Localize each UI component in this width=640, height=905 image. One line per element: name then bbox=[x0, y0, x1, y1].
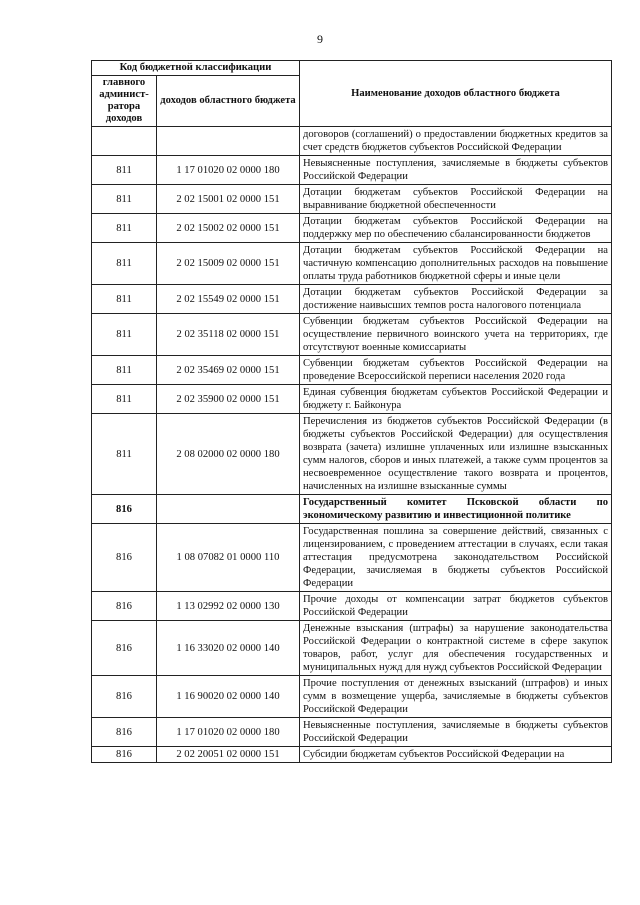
row-budget-code: 2 02 15549 02 0000 151 bbox=[157, 285, 300, 314]
row-name: Государственная пошлина за совершение действий, связанных с лицензированием, с проведением аттестации в случаях, если такая аттестация предусмотрена законодательством Российской Федерации, зачисляемая в бюджеты субъектов Российской Федерации bbox=[300, 524, 612, 592]
header-group-title: Код бюджетной классификации bbox=[92, 61, 300, 76]
row-budget-code: 2 02 35900 02 0000 151 bbox=[157, 385, 300, 414]
row-name: договоров (соглашений) о предоставлении бюджетных кредитов за счет средств бюджетов субъектов Российской Федерации bbox=[300, 127, 612, 156]
row-admin-code: 811 bbox=[92, 356, 157, 385]
row-budget-code: 2 02 15002 02 0000 151 bbox=[157, 214, 300, 243]
table-row bbox=[92, 747, 612, 763]
table-row bbox=[92, 243, 612, 285]
row-admin-code bbox=[92, 127, 157, 156]
table-row bbox=[92, 495, 612, 524]
row-name: Субвенции бюджетам субъектов Российской Федерации на осуществление первичного воинского учета на территориях, где отсутствуют военные комиссариаты bbox=[300, 314, 612, 356]
row-budget-code: 1 13 02992 02 0000 130 bbox=[157, 592, 300, 621]
row-budget-code: 2 02 15001 02 0000 151 bbox=[157, 185, 300, 214]
table-row bbox=[92, 314, 612, 356]
row-name: Прочие доходы от компенсации затрат бюджетов субъектов Российской Федерации bbox=[300, 592, 612, 621]
row-budget-code bbox=[157, 495, 300, 524]
page-number: 9 bbox=[317, 32, 323, 46]
row-name: Невыясненные поступления, зачисляемые в бюджеты субъектов Российской Федерации bbox=[300, 718, 612, 747]
row-name: Государственный комитет Псковской области по экономическому развитию и инвестиционной политике bbox=[300, 495, 612, 524]
row-admin-code: 816 bbox=[92, 621, 157, 676]
table-row bbox=[92, 156, 612, 185]
table-row bbox=[92, 718, 612, 747]
row-admin-code: 816 bbox=[92, 495, 157, 524]
row-admin-code: 811 bbox=[92, 185, 157, 214]
row-name: Дотации бюджетам субъектов Российской Федерации на поддержку мер по обеспечению сбалансированности бюджетов bbox=[300, 214, 612, 243]
table-row bbox=[92, 127, 612, 156]
table-row bbox=[92, 185, 612, 214]
row-budget-code bbox=[157, 127, 300, 156]
table-row bbox=[92, 214, 612, 243]
row-name: Дотации бюджетам субъектов Российской Федерации за достижение наивысших темпов роста налогового потенциала bbox=[300, 285, 612, 314]
budget-classification-table bbox=[91, 60, 612, 763]
row-name: Дотации бюджетам субъектов Российской Федерации на выравнивание бюджетной обеспеченности bbox=[300, 185, 612, 214]
header-admin-column: главного админист-ратора доходов bbox=[92, 76, 157, 127]
row-admin-code: 811 bbox=[92, 243, 157, 285]
row-name: Невыясненные поступления, зачисляемые в бюджеты субъектов Российской Федерации bbox=[300, 156, 612, 185]
row-budget-code: 1 17 01020 02 0000 180 bbox=[157, 718, 300, 747]
row-budget-code: 1 17 01020 02 0000 180 bbox=[157, 156, 300, 185]
table-row bbox=[92, 285, 612, 314]
table-row bbox=[92, 356, 612, 385]
row-admin-code: 811 bbox=[92, 414, 157, 495]
row-name: Субвенции бюджетам субъектов Российской Федерации на проведение Всероссийской переписи населения 2020 года bbox=[300, 356, 612, 385]
header-code-column: доходов областного бюджета bbox=[157, 76, 300, 127]
table-row bbox=[92, 676, 612, 718]
row-budget-code: 1 16 90020 02 0000 140 bbox=[157, 676, 300, 718]
row-admin-code: 811 bbox=[92, 385, 157, 414]
table-row bbox=[92, 524, 612, 592]
row-admin-code: 811 bbox=[92, 214, 157, 243]
row-admin-code: 811 bbox=[92, 314, 157, 356]
row-admin-code: 816 bbox=[92, 718, 157, 747]
table-row bbox=[92, 385, 612, 414]
row-name: Перечисления из бюджетов субъектов Российской Федерации (в бюджеты субъектов Российской Федерации) для осуществления возврата (зачета) излишне уплаченных или излишне взысканных сумм налогов, сборов и иных платежей, а также сумм процентов за несвоевременное осуществление такого возврата и процентов, начисленных на излишне взысканные суммы bbox=[300, 414, 612, 495]
row-admin-code: 816 bbox=[92, 676, 157, 718]
row-name: Единая субвенция бюджетам субъектов Российской Федерации и бюджету г. Байконура bbox=[300, 385, 612, 414]
row-budget-code: 2 02 15009 02 0000 151 bbox=[157, 243, 300, 285]
table-row bbox=[92, 621, 612, 676]
row-admin-code: 811 bbox=[92, 156, 157, 185]
row-budget-code: 2 02 20051 02 0000 151 bbox=[157, 747, 300, 763]
row-budget-code: 2 02 35118 02 0000 151 bbox=[157, 314, 300, 356]
row-name: Прочие поступления от денежных взысканий (штрафов) и иных сумм в возмещение ущерба, зачисляемые в бюджеты субъектов Российской Федерации bbox=[300, 676, 612, 718]
row-admin-code: 816 bbox=[92, 592, 157, 621]
header-name-column: Наименование доходов областного бюджета bbox=[300, 61, 612, 127]
row-name: Дотации бюджетам субъектов Российской Федерации на частичную компенсацию дополнительных расходов на повышение оплаты труда работников бюджетной сферы и иные цели bbox=[300, 243, 612, 285]
row-admin-code: 816 bbox=[92, 524, 157, 592]
table-row bbox=[92, 414, 612, 495]
row-admin-code: 811 bbox=[92, 285, 157, 314]
row-budget-code: 1 16 33020 02 0000 140 bbox=[157, 621, 300, 676]
row-name: Денежные взыскания (штрафы) за нарушение законодательства Российской Федерации о контрактной системе в сфере закупок товаров, работ, услуг для обеспечения государственных и муниципальных нужд для нужд субъектов Российской Федерации bbox=[300, 621, 612, 676]
row-budget-code: 2 02 35469 02 0000 151 bbox=[157, 356, 300, 385]
row-budget-code: 2 08 02000 02 0000 180 bbox=[157, 414, 300, 495]
row-name: Субсидии бюджетам субъектов Российской Федерации на bbox=[300, 747, 612, 763]
table-row bbox=[92, 592, 612, 621]
row-admin-code: 816 bbox=[92, 747, 157, 763]
row-budget-code: 1 08 07082 01 0000 110 bbox=[157, 524, 300, 592]
